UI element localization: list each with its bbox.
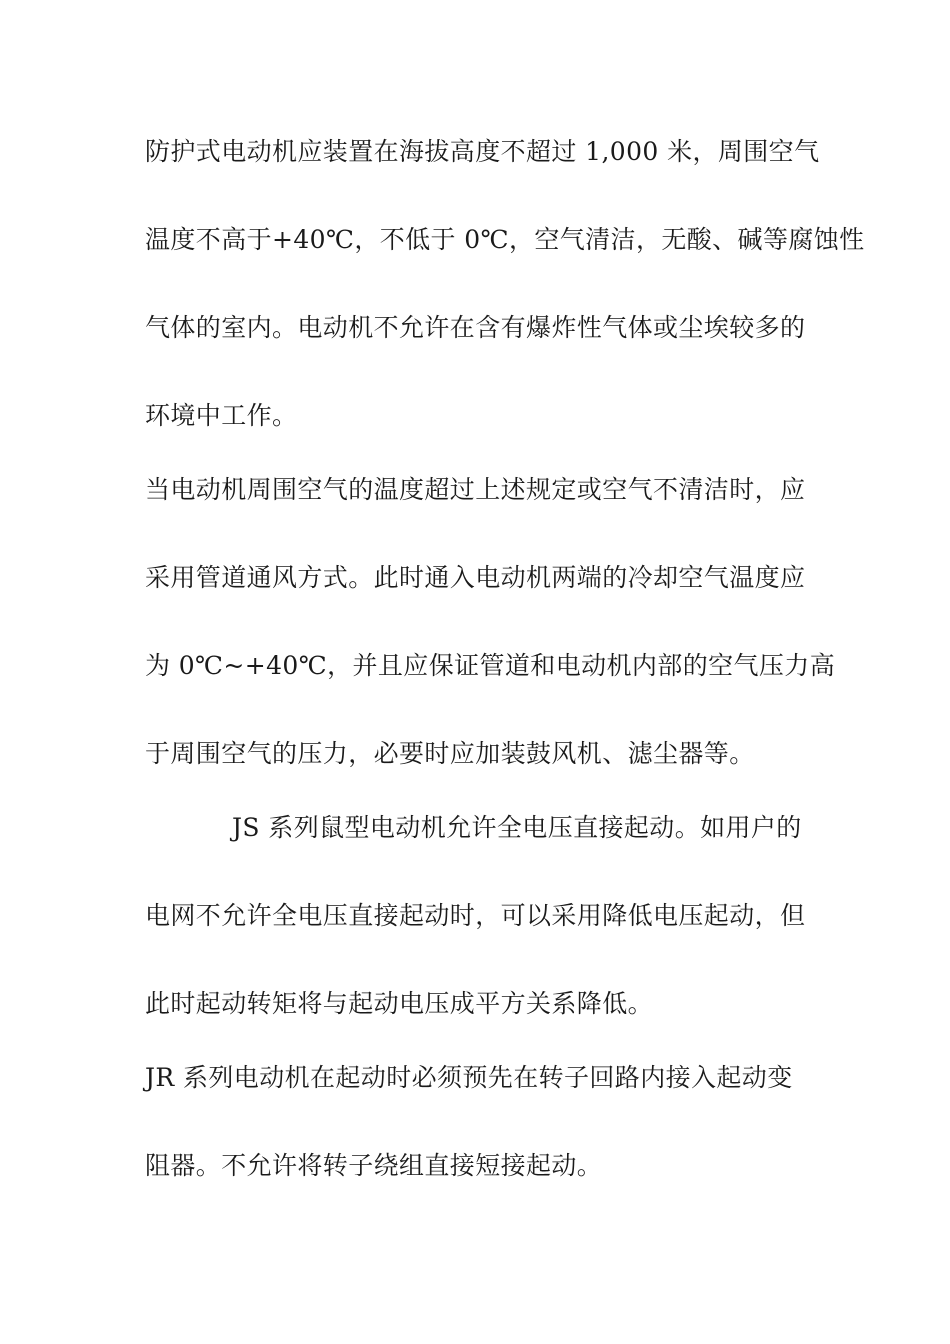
paragraph-1-line-2: 温度不高于+40℃，不低于 0℃，空气清洁，无酸、碱等腐蚀性 — [145, 225, 865, 254]
paragraph-1-line-3: 气体的室内。电动机不允许在含有爆炸性气体或尘埃较多的 — [145, 313, 806, 342]
paragraph-2-line-2: 采用管道通风方式。此时通入电动机两端的冷却空气温度应 — [145, 563, 806, 592]
paragraph-2-line-4: 于周围空气的压力，必要时应加装鼓风机、滤尘器等。 — [145, 739, 755, 768]
paragraph-4-line-2: 阻器。不允许将转子绕组直接短接起动。 — [145, 1151, 603, 1180]
paragraph-2-line-1: 当电动机周围空气的温度超过上述规定或空气不清洁时，应 — [145, 475, 806, 504]
paragraph-1-line-4: 环境中工作。 — [145, 401, 298, 430]
paragraph-1-line-1: 防护式电动机应装置在海拔高度不超过 1,000 米，周围空气 — [145, 137, 820, 166]
paragraph-2-line-3: 为 0℃~+40℃，并且应保证管道和电动机内部的空气压力高 — [145, 651, 836, 680]
paragraph-3-line-1: JS 系列鼠型电动机允许全电压直接起动。如用户的 — [232, 813, 802, 842]
paragraph-4-line-1: JR 系列电动机在起动时必须预先在转子回路内接入起动变 — [145, 1063, 793, 1092]
paragraph-3-line-3: 此时起动转矩将与起动电压成平方关系降低。 — [145, 989, 654, 1018]
paragraph-3-line-2: 电网不允许全电压直接起动时，可以采用降低电压起动，但 — [145, 901, 806, 930]
